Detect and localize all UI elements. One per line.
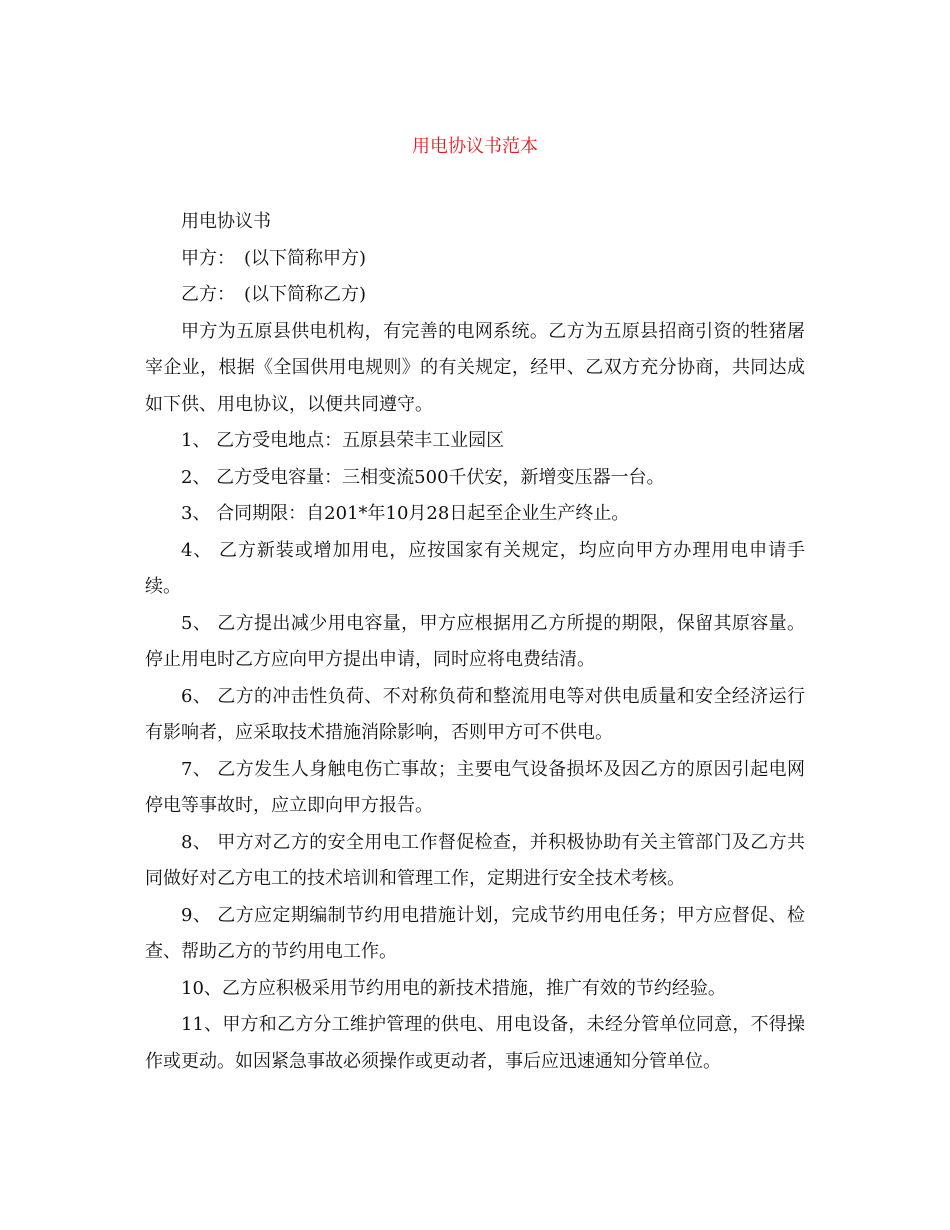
clause-11: 11、甲方和乙方分工维护管理的供电、用电设备，未经分管单位同意，不得操作或更动。如因紧急事故必须操作或更动者，事后应迅速通知分管单位。 — [145, 1014, 805, 1072]
clause-10: 10、乙方应积极采用节约用电的新技术措施，推广有效的节约经验。 — [181, 977, 726, 999]
doc-heading: 用电协议书 — [181, 211, 271, 232]
party-b-line: 乙方： (以下简称乙方) — [181, 284, 367, 305]
clause-5: 5、 乙方提出减少用电容量，甲方应根据用乙方所提的期限，保留其原容量。停止用电时乙方应向甲方提出申请，同时应将电费结清。 — [145, 612, 805, 670]
document-title: 用电协议书范本 — [412, 136, 538, 157]
party-a-line: 甲方： (以下简称甲方) — [181, 247, 367, 269]
clause-7: 7、 乙方发生人身触电伤亡事故；主要电气设备损坏及因乙方的原因引起电网停电等事故时，应立即向甲方报告。 — [145, 758, 805, 816]
clause-9: 9、 乙方应定期编制节约用电措施计划，完成节约用电任务；甲方应督促、检查、帮助乙方的节约用电工作。 — [145, 904, 805, 962]
document-body — [145, 204, 805, 1080]
clause-3: 3、 合同期限：自201*年10月28日起至企业生产终止。 — [181, 503, 630, 524]
clause-8: 8、 甲方对乙方的安全用电工作督促检查，并积极协助有关主管部门及乙方共同做好对乙方电工的技术培训和管理工作，定期进行安全技术考核。 — [145, 831, 805, 889]
clause-2: 2、 乙方受电容量：三相变流500千伏安，新增变压器一台。 — [181, 466, 665, 488]
clause-4: 4、 乙方新装或增加用电，应按国家有关规定，均应向甲方办理用电申请手续。 — [145, 539, 805, 597]
intro-paragraph: 甲方为五原县供电机构，有完善的电网系统。乙方为五原县招商引资的牲猪屠宰企业，根据《全国供用电规则》的有关规定，经甲、乙双方充分协商，共同达成如下供、用电协议，以便共同遵守。 — [145, 320, 805, 415]
clause-1: 1、 乙方受电地点：五原县荣丰工业园区 — [181, 430, 505, 451]
clause-6: 6、 乙方的冲击性负荷、不对称负荷和整流用电等对供电质量和安全经济运行有影响者，应采取技术措施消除影响，否则甲方可不供电。 — [145, 685, 805, 743]
